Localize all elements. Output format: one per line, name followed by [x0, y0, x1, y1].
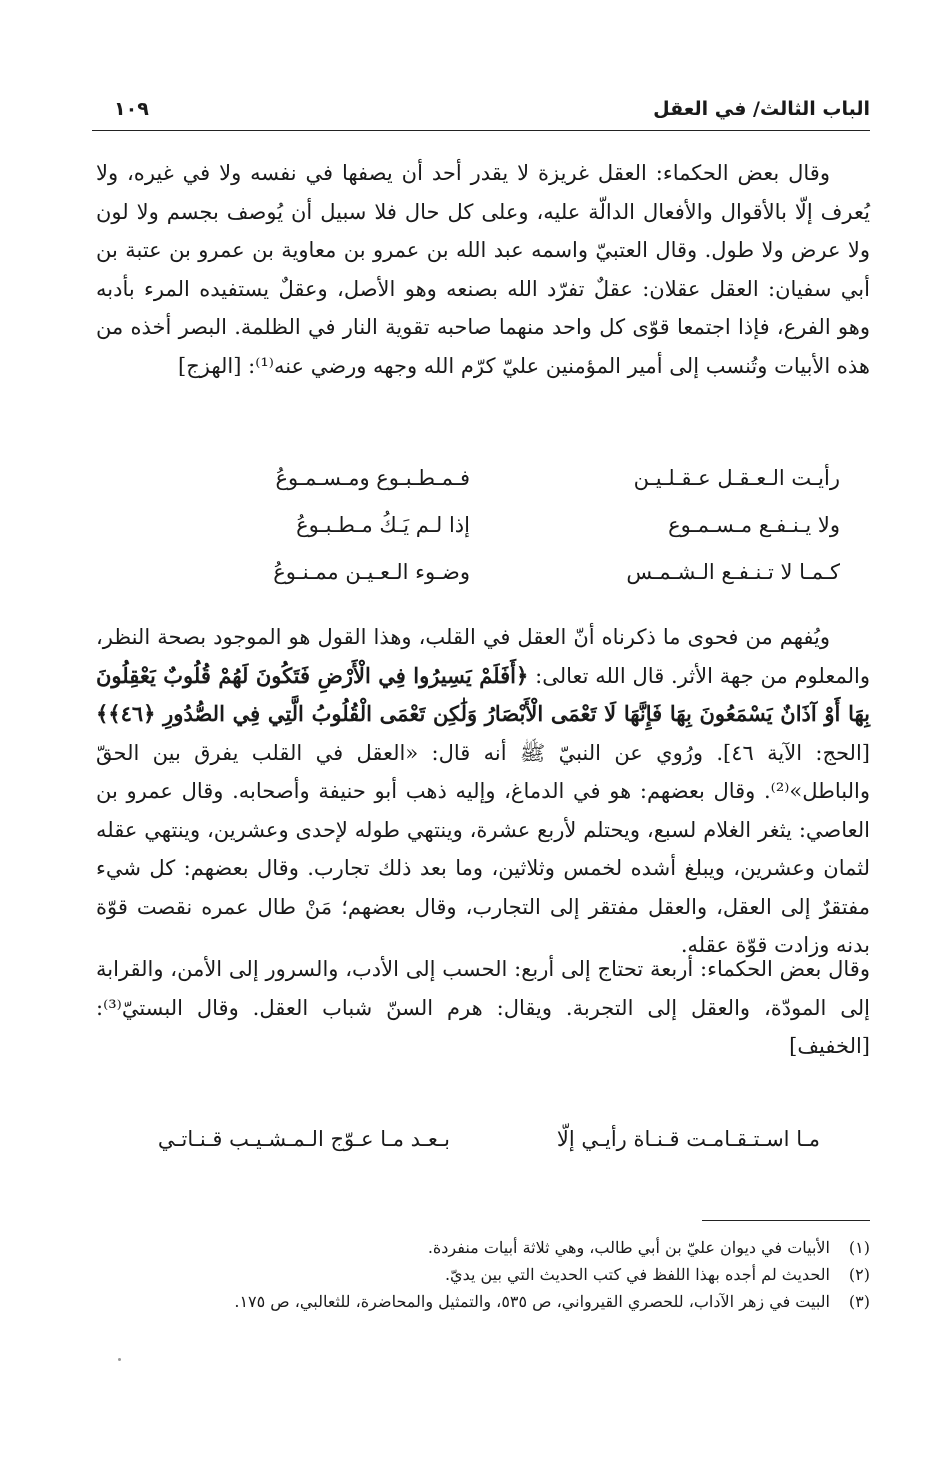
verse-first-hemistich: ولا يـنـفـع مـسـمـوع — [668, 513, 840, 537]
footnote-text: الحديث لم أجده بهذا اللفظ في كتب الحديث التي بين يديّ. — [444, 1265, 830, 1284]
verse-line — [120, 560, 840, 607]
verse-second-hemistich: وضـوء الـعـيـن ممـنـوعُ — [273, 560, 470, 584]
verse-first-hemistich: كـمـا لا تـنـفـع الـشـمـس — [626, 560, 840, 584]
paragraph-2-text-a: ويُفهم من فحوى ما ذكرناه أنّ العقل في القلب، وهذا القول هو الموجود بصحة النظر، والمعلوم من جهة الأثر. قال الله تعالى: — [96, 625, 870, 688]
print-speck — [118, 1358, 121, 1361]
footnotes — [100, 1234, 870, 1315]
verse-first-hemistich: رأيـت الـعـقـل عـقـلـيـن — [633, 466, 840, 490]
verse-second-hemistich: فـمـطـبـوع ومـسـمـوعُ — [275, 466, 470, 490]
running-header — [92, 98, 870, 134]
footnote — [100, 1288, 870, 1315]
footnote-text: البيت في زهر الآداب، للحصري القيرواني، ص ٥٣٥، والتمثيل والمحاضرة، للثعالبي، ص ١٧٥. — [234, 1292, 830, 1311]
verse-first-hemistich: مـا اسـتـقـامـت قـنـاة رأيـي إلّا — [556, 1127, 820, 1151]
paragraph-2-text-b: [الحج: الآية ٤٦]. ورُوي عن النبيّ ﷺ أنه قال: «العقل في القلب يفرق بين الحقّ والباطل»⁽²⁾. وقال بعضهم: هو في الدماغ، وإليه ذهب أبو حنيفة وأصحابه. وقال عمرو بن العاصي: يثغر الغلام لسبع، ويحتلم لأربع عشرة، وينتهي طوله لإحدى وعشرين، وينتهي عقله لثمان وعشرين، ويبلغ أشده لخمس وثلاثين، وما بعد ذلك تجارب. وقال بعضهم: كل شيء مفتقرٌ إلى العقل، والعقل مفتقر إلى التجارب، وقال بعضهم؛ مَنْ طال عمره نقصت قوّة بدنه وزادت قوّة عقله. — [96, 740, 870, 957]
footnote-number: (١) — [848, 1238, 870, 1257]
paragraph-3-text: وقال بعض الحكماء: أربعة تحتاج إلى أربع: الحسب إلى الأدب، والسرور إلى الأمن، والقرابة إلى المودّة، والعقل إلى التجربة. ويقال: هرم السنّ شباب العقل. وقال البستيّ⁽³⁾: [الخفيف] — [96, 957, 870, 1058]
footnote-rule — [702, 1220, 870, 1221]
footnote-number: (٣) — [848, 1292, 870, 1311]
verse-line — [120, 513, 840, 560]
footnote — [100, 1234, 870, 1261]
footnote-number: (٢) — [848, 1265, 870, 1284]
paragraph-2 — [96, 618, 870, 965]
verse-second-hemistich: إذا لـم يَـكُ مـطـبـوعُ — [296, 513, 470, 537]
verse-line — [120, 466, 840, 513]
paragraph-1 — [96, 154, 870, 385]
paragraph-3 — [96, 950, 870, 1066]
poem-khafif — [150, 1127, 820, 1167]
verse-second-hemistich: بـعـد مـا عـوّج الـمـشـيـب قـنـاتـي — [157, 1127, 450, 1151]
header-rule — [92, 130, 870, 131]
poem-hazaj — [120, 466, 840, 607]
quran-verse: ﴿أَفَلَمْ يَسِيرُوا فِي الْأَرْضِ فَتَكُونَ لَهُمْ قُلُوبٌ يَعْقِلُونَ بِهَا أَوْ آذَانٌ يَسْمَعُونَ بِهَا فَإِنَّهَا لَا تَعْمَى الْأَبْصَارُ وَلَٰكِن تَعْمَى الْقُلُوبُ الَّتِي فِي الصُّدُورِ ﴿٤٦﴾﴾ — [96, 662, 870, 726]
paragraph-1-text: وقال بعض الحكماء: العقل غريزة لا يقدر أحد أن يصفها في نفسه ولا في غيره، ولا يُعرف إلّا بالأقوال والأفعال الدالّة عليه، وعلى كل حال فلا سبيل أن يُوصف بجسم ولا لون ولا عرض ولا طول. وقال العتبيّ واسمه عبد الله بن عمرو بن معاوية بن عمرو بن عتبة بن أبي سفيان: العقل عقلان: عقلٌ تفرّد الله بصنعه وهو الأصل، وعقلٌ يستفيده المرء بأدبه وهو الفرع، فإذا اجتمعا قوّى كل واحد منهما صاحبه تقوية النار في الظلمة. البصر أخذه من هذه الأبيات وتُنسب إلى أمير المؤمنين عليّ كرّم الله وجهه ورضي عنه⁽¹⁾: [الهزج] — [96, 161, 870, 378]
footnote — [100, 1261, 870, 1288]
page-number: ١٠٩ — [114, 98, 149, 120]
chapter-title: الباب الثالث/ في العقل — [653, 98, 870, 120]
footnote-text: الأبيات في ديوان عليّ بن أبي طالب، وهي ثلاثة أبيات منفردة. — [427, 1238, 830, 1257]
